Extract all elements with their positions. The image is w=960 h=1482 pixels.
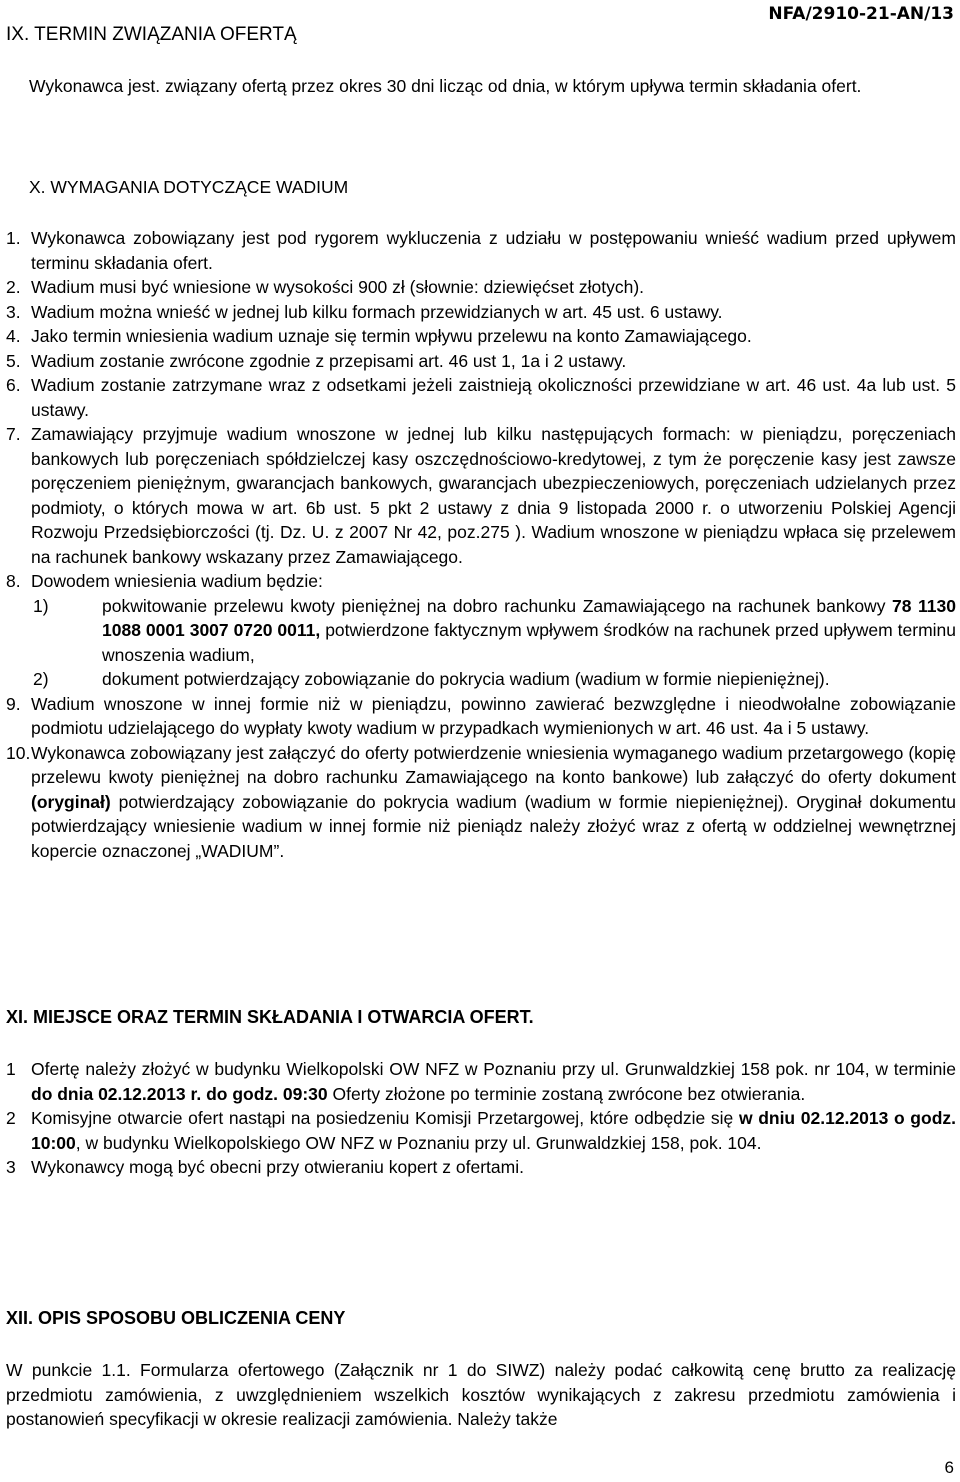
item-text: Wadium zostanie zwrócone zgodnie z przepisami art. 46 ust 1, 1a i 2 ustawy.	[31, 350, 627, 371]
wadium-list	[6, 226, 956, 863]
item-text: Wadium zostanie zatrzymane wraz z odsetkami jeżeli zaistnieją okoliczności przewidziane w art. 46 ust. 4a lub ust. 5 ustawy.	[31, 375, 956, 420]
item-text	[31, 741, 956, 864]
item-number: 2.	[6, 277, 21, 297]
item-number: 5.	[6, 350, 21, 371]
list-item	[6, 349, 956, 374]
item-number: 1.	[6, 228, 21, 248]
section-ix-heading: IX. TERMIN ZWIĄZANIA OFERTĄ	[6, 24, 297, 45]
list-item	[6, 1155, 956, 1180]
item-text: Dowodem wniesienia wadium będzie:	[31, 571, 323, 591]
item-text: Wadium można wnieść w jednej lub kilku formach przewidzianych w art. 45 ust. 6 ustawy.	[31, 301, 723, 322]
section-xii-paragraph: W punkcie 1.1. Formularza ofertowego (Załącznik nr 1 do SIWZ) należy podać całkowitą cenę brutto za realizację przedmiotu zamówienia, z uwzględnieniem wszelkich kosztów wynikających z zakresu przedmiotu zamówienia i postanowień specyfikacji w okresie realizacji zamówienia. Należy także	[6, 1360, 956, 1429]
item-text	[31, 1106, 956, 1155]
deadline-bold: do dnia 02.12.2013 r. do godz. 09:30	[31, 1083, 328, 1104]
item-text-part: Komisyjne otwarcie ofert nastąpi na posiedzeniu Komisji Przetargowej, które odbędzie się	[31, 1108, 734, 1128]
list-item	[6, 275, 956, 300]
miejsce-list	[6, 1057, 956, 1180]
item-text-part: Ofertę należy złożyć w budynku Wielkopolski OW NFZ w Poznaniu przy ul. Grunwaldzkiej 158 pok. nr 104, w terminie	[31, 1059, 956, 1079]
item-number: 2	[6, 1108, 16, 1128]
list-item	[6, 1057, 956, 1106]
item-text: Wykonawca zobowiązany jest pod rygorem wykluczenia z udziału w postępowaniu wnieść wadium przed upływem terminu składania ofert.	[31, 228, 956, 273]
item-text: Zamawiający przyjmuje wadium wnoszone w jednej lub kilku następujących formach: w pieniądzu, poręczeniach bankowych lub poręczeniach spółdzielczej kasy oszczędnościowo-kredytowej, z tym że poręczenie kasy jest zawsze poręczeniem pieniężnym, gwarancjach bankowych, gwarancjach ubezpieczeniowych, poręczeniach udzielanych przez podmioty, o których mowa w art. 6b ust. 5 pkt 2 ustawy z dnia 9 listopada 2000 r. o utworzeniu Polskiej Agencji Rozwoju Przedsiębiorczości (tj. Dz. U. z 2007 Nr 42, poz.275 ). Wadium wnoszone w pieniądzu wpłaca się przelewem na rachunek bankowy wskazany przez Zamawiającego.	[31, 424, 956, 567]
item-number: 4.	[6, 326, 21, 346]
item-text: Wadium musi być wniesione w wysokości 900 zł (słownie: dziewięćset złotych).	[31, 277, 645, 297]
item-number: 6.	[6, 375, 21, 395]
sub-item-text: dokument potwierdzający zobowiązanie do pokrycia wadium (wadium w formie niepieniężnej).	[102, 669, 830, 689]
item-text: Jako termin wniesienia wadium uznaje się termin wpływu przelewu na konto Zamawiającego.	[31, 326, 752, 346]
item-text: Wykonawcy mogą być obecni przy otwieraniu kopert z ofertami.	[31, 1157, 524, 1177]
item-text-bold: (oryginał)	[31, 791, 111, 812]
list-item	[6, 422, 956, 569]
item-text-part: Oferty złożone po terminie zostaną zwrócone bez otwierania.	[332, 1083, 806, 1104]
list-item	[6, 741, 956, 864]
section-xi-heading: XI. MIEJSCE ORAZ TERMIN SKŁADANIA I OTWARCIA OFERT.	[6, 1007, 534, 1027]
section-x-heading: X. WYMAGANIA DOTYCZĄCE WADIUM	[29, 177, 349, 197]
sub-item-text-part: potwierdzone faktycznym wpływem środków na rachunek przed upływem terminu wnoszenia wadium,	[102, 620, 956, 665]
list-item	[6, 324, 956, 349]
opening-date-bold: w dniu 02.12.2013 o godz. 10:00	[31, 1108, 956, 1153]
item-text-part: Wykonawca zobowiązany jest załączyć do oferty potwierdzenie wniesienia wymaganego wadium przetargowego (kopię przelewu kwoty pieniężnej na dobro rachunku Zamawiającego na konto bankowe) lub załączyć do oferty dokument	[31, 742, 956, 787]
sub-item-text-part: pokwitowanie przelewu kwoty pieniężnej na dobro rachunku Zamawiającego na rachunek bankowy	[102, 595, 886, 616]
item-number: 7.	[6, 424, 21, 444]
item-text: Wadium wnoszone w innej formie niż w pieniądzu, powinno zawierać bezwzględne i nieodwołalne zobowiązanie podmiotu udzielającego do wypłaty kwoty wadium w przypadkach wymienionych w art. 46 ust. 4a i 5 ustawy.	[31, 693, 956, 738]
list-item	[6, 373, 956, 422]
document-code: NFA/2910-21-AN/13	[768, 4, 954, 24]
item-text	[31, 1057, 956, 1106]
list-item	[6, 300, 956, 325]
list-item	[6, 1106, 956, 1155]
sub-item-number: 2)	[33, 669, 49, 689]
item-number: 3	[6, 1157, 16, 1177]
sub-item-number: 1)	[33, 595, 49, 616]
page-number: 6	[944, 1458, 954, 1477]
section-xii-heading: XII. OPIS SPOSOBU OBLICZENIA CENY	[6, 1308, 346, 1328]
sub-item-text	[102, 594, 956, 668]
section-ix-paragraph: Wykonawca jest. związany ofertą przez okres 30 dni licząc od dnia, w którym upływa termin składania ofert.	[29, 76, 862, 96]
item-number: 10.	[6, 742, 31, 763]
item-number: 3.	[6, 301, 21, 322]
item-text-part: , w budynku Wielkopolskiego OW NFZ w Poznaniu przy ul. Grunwaldzkiej 158, pok. 104.	[75, 1132, 762, 1153]
bank-account-number: 78 1130 1088 0001 3007 0720 0011,	[102, 595, 956, 640]
list-item	[6, 569, 956, 594]
item-number: 1	[6, 1059, 16, 1079]
item-number: 8.	[6, 571, 21, 591]
list-item	[6, 226, 956, 275]
item-number: 9.	[6, 693, 21, 714]
item-text-part: potwierdzający zobowiązanie do pokrycia wadium (wadium w formie niepieniężnej). Oryginał dokumentu potwierdzający wniesienie wadium w innej formie niż pieniądz należy złożyć wraz z ofertą w oddzielnej wewnętrznej kopercie oznaczonej „WADIUM”.	[31, 791, 956, 861]
sub-list-item	[33, 667, 956, 692]
list-item	[6, 692, 956, 741]
sub-list-item	[33, 594, 956, 668]
